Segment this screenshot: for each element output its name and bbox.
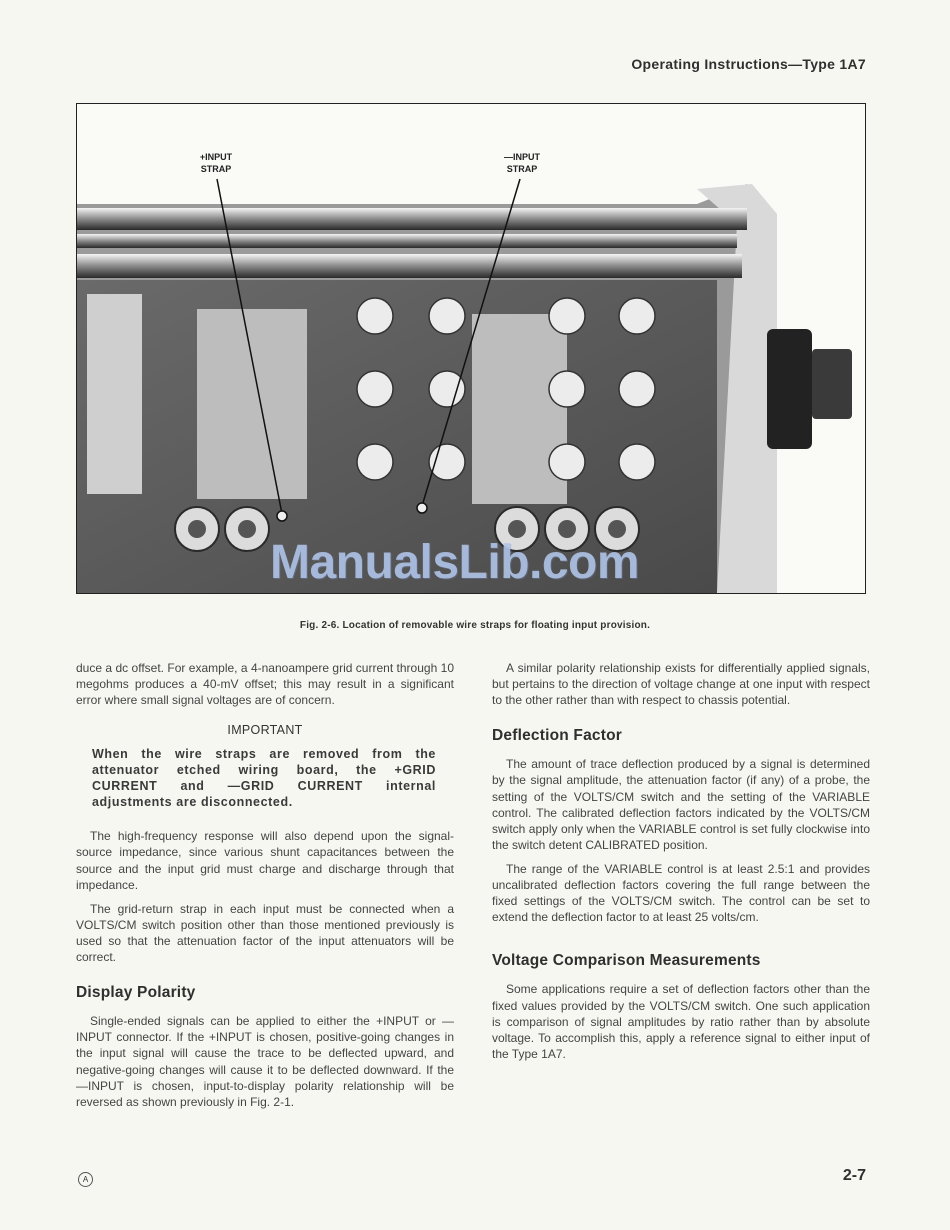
page-number: 2-7 [842, 1167, 866, 1184]
right-paragraph-1: A similar polarity relationship exists for differentially applied signals, but pertains to the direction of voltage change at one input with respect to the other rather than with respect to chassis potential. [492, 661, 870, 708]
left-paragraph-2: The high-frequency response will also depend upon the signal-source impedance, since various shunt capacitances between the source and the input grid must charge and discharge through that impedance. [76, 829, 454, 892]
left-paragraph-3: The grid-return strap in each input must be connected when a VOLTS/CM switch position other than those mentioned previously is used so that the attenuation factor of the input attenuators will be correct. [76, 901, 454, 965]
minus-input-strap-label [487, 151, 557, 175]
minus-strap-label-line2: STRAP [506, 164, 538, 174]
plus-strap-label-line2: STRAP [200, 164, 232, 174]
revision-mark: A [78, 1172, 93, 1187]
minus-strap-label-line1: —INPUT [504, 152, 540, 162]
figure-caption: Fig. 2-6. Location of removable wire straps for floating input provision. [299, 620, 651, 631]
left-column [76, 660, 454, 1118]
important-title: IMPORTANT [227, 723, 303, 738]
plus-strap-label-line1: +INPUT [199, 152, 233, 162]
right-paragraph-2: The amount of trace deflection produced by a signal is determined by the signal amplitude, the attenuation factor (if any) of a probe, the setting of the VOLTS/CM switch and the setting of the VARIABLE control. The calibrated deflection factors indicated by the VOLTS/CM switch apply only when the VARIABLE control is set fully clockwise into the switch detent CALIBRATED position. [492, 757, 870, 852]
watermark-logo: ManualsLib.com [270, 536, 640, 589]
plus-input-strap-label [181, 151, 251, 175]
heading-deflection-factor: Deflection Factor [492, 727, 623, 745]
left-paragraph-1: duce a dc offset. For example, a 4-nanoampere grid current through 10 megohms produces a 40-mV offset; this may result in a significant error where small signal voltages are of concern. [76, 661, 454, 708]
chassis-photo [77, 104, 865, 593]
heading-display-polarity: Display Polarity [76, 984, 196, 1002]
heading-voltage-comparison: Voltage Comparison Measurements [492, 952, 761, 970]
right-paragraph-3: The range of the VARIABLE control is at least 2.5:1 and provides uncalibrated deflection factors covering the full range between the fixed settings of the VOLTS/CM switch. The control can be set to extend the deflection factor to at least 25 volts/cm. [492, 861, 870, 925]
figure-photo [76, 103, 866, 594]
important-notice: When the wire straps are removed from the attenuator etched wiring board, the +GRID CURRENT and —GRID CURRENT internal adjustments are disconnected. [92, 747, 436, 810]
right-paragraph-4: Some applications require a set of deflection factors other than the fixed values provided by the VOLTS/CM switch. One such application is comparison of signal amplitudes by ratio rather than by absolute voltage. To accomplish this, apply a reference signal to either input of the Type 1A7. [492, 982, 870, 1061]
left-paragraph-4: Single-ended signals can be applied to either the +INPUT or —INPUT connector. If the +INPUT is chosen, positive-going changes in the input signal will cause the trace to be deflected upward, and negative-going changes will cause it to be deflected downward. If the —INPUT is chosen, input-to-display polarity relationship will be reversed as shown previously in Fig. 2-1. [76, 1014, 454, 1109]
right-column [492, 660, 870, 1070]
page-header-title: Operating Instructions—Type 1A7 [631, 56, 866, 72]
